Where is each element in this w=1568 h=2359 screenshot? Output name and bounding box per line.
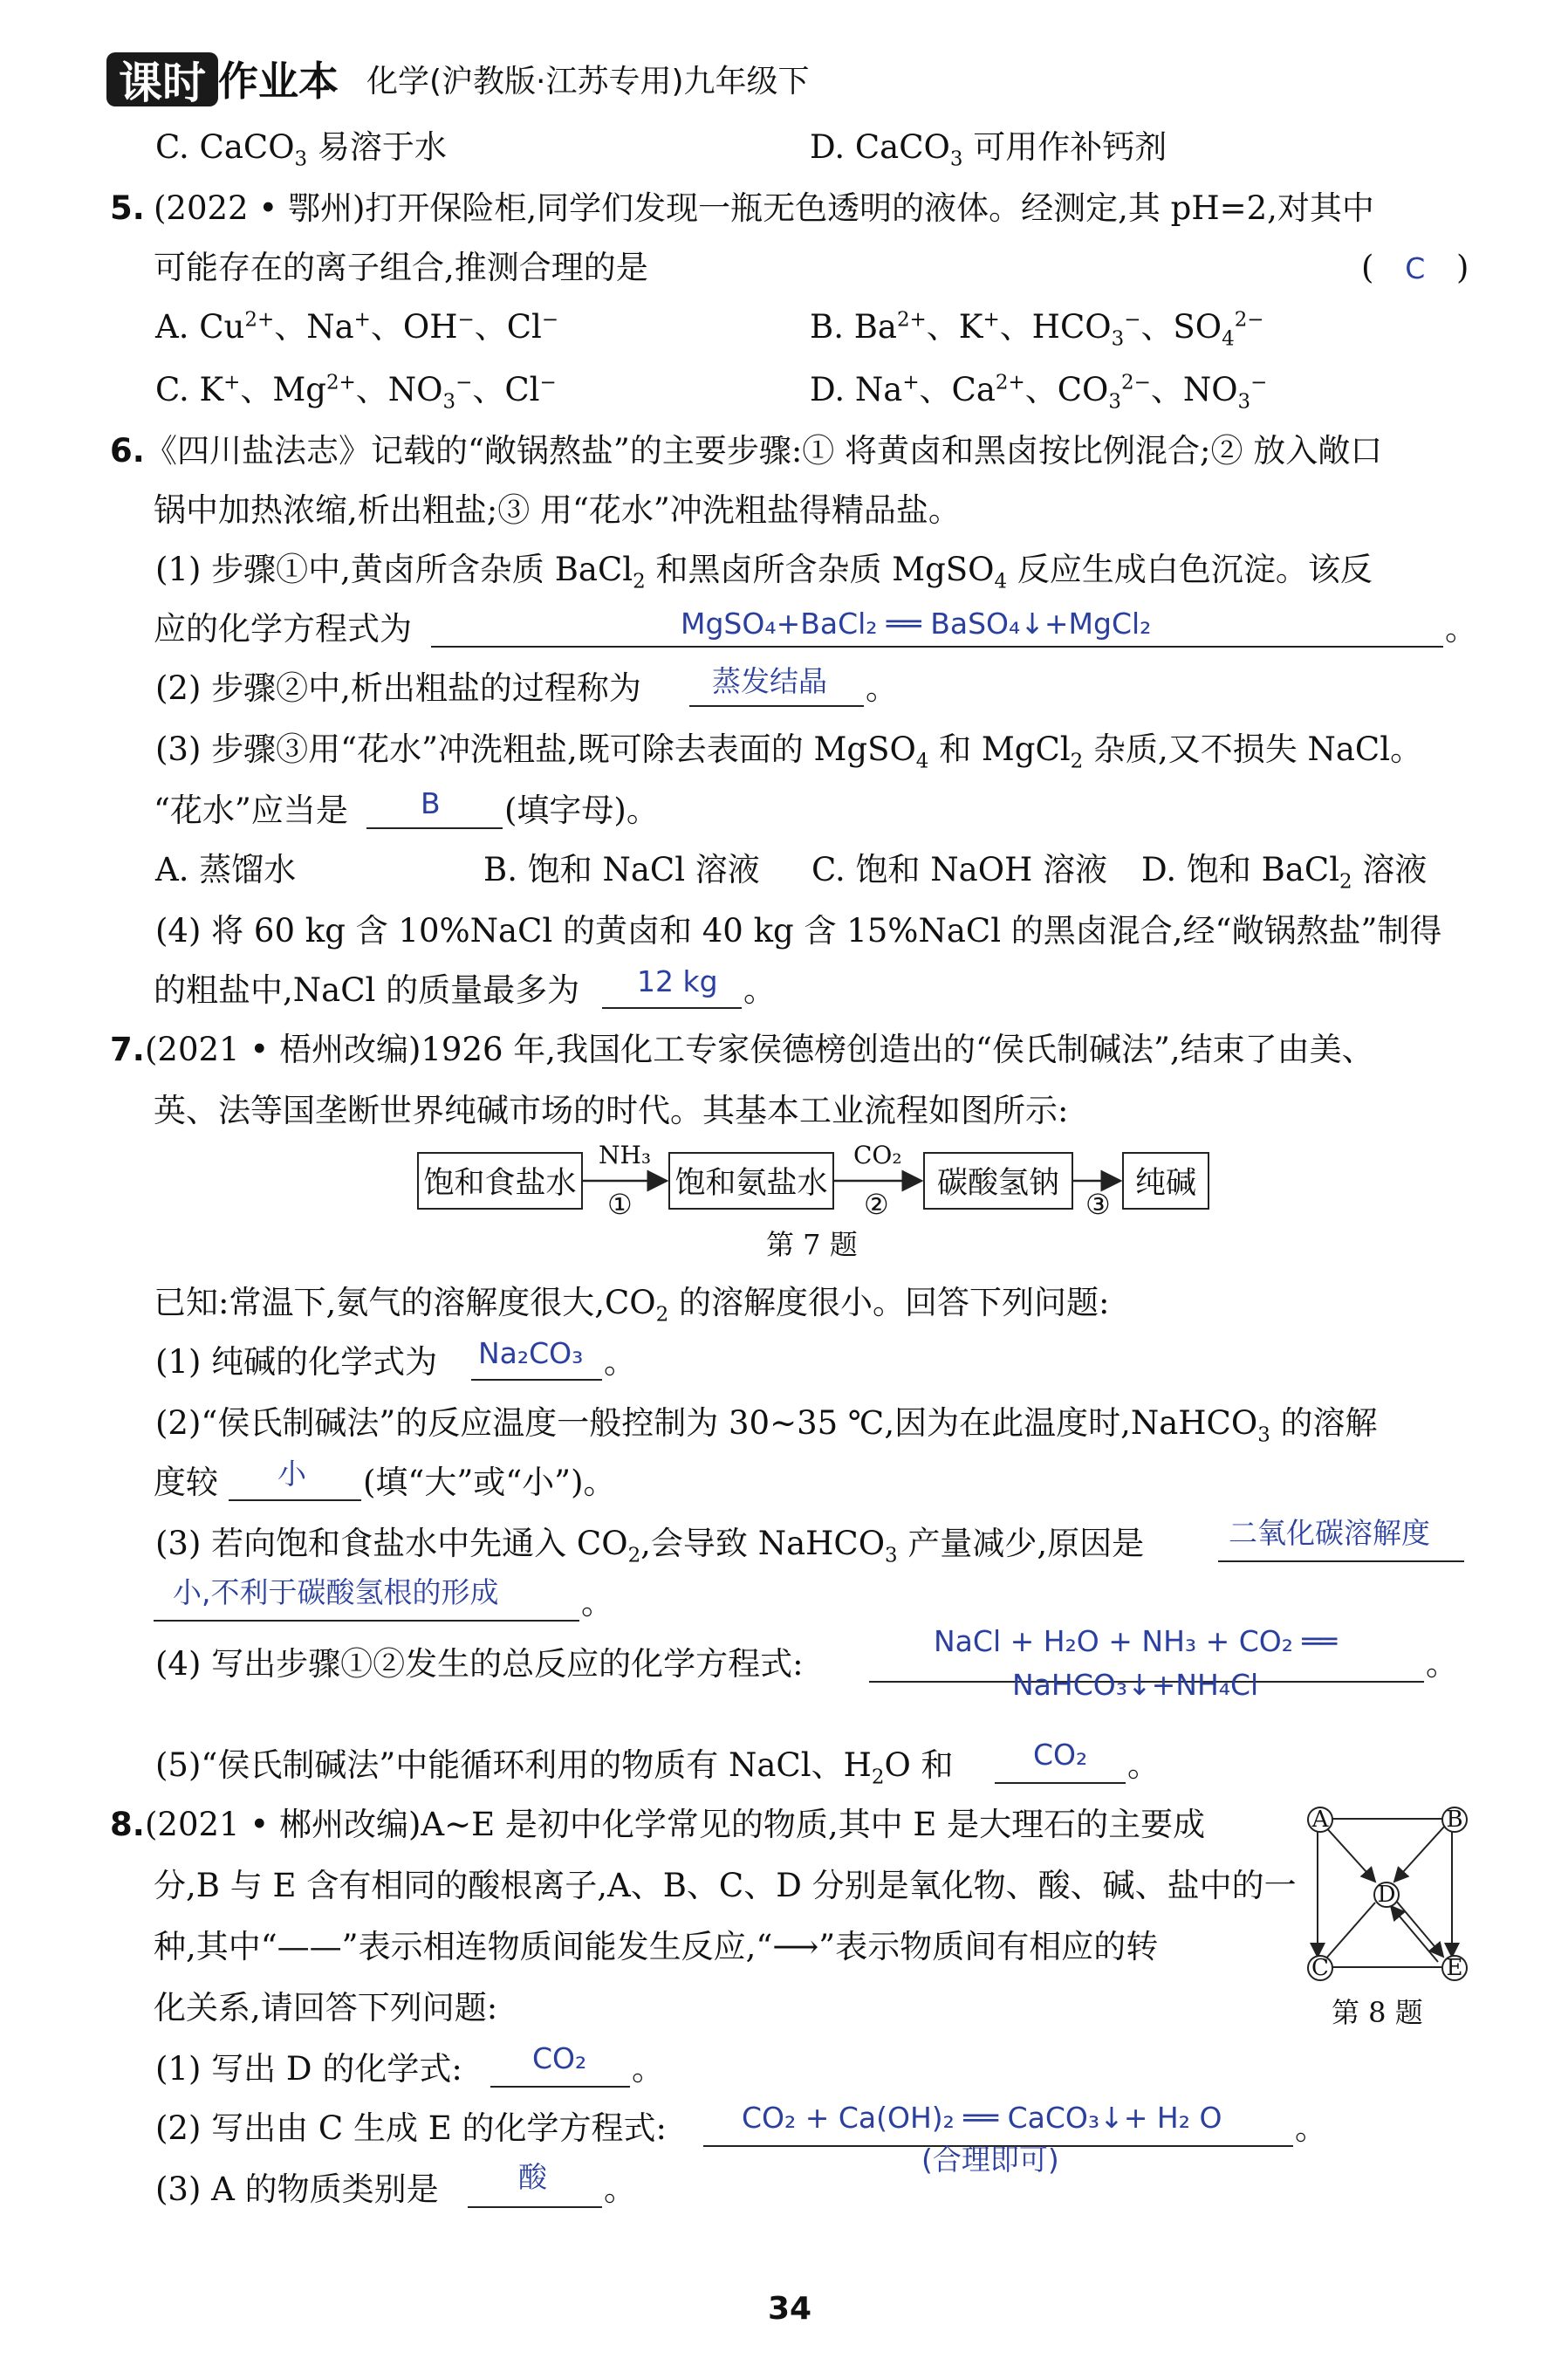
q6-number: 6.: [110, 432, 145, 470]
q5-number: 5.: [110, 189, 145, 227]
q7-stem-line1: (2021 • 梧州改编)1926 年,我国化工专家侯德榜创造出的“侯氏制碱法”,结束了由美、: [145, 1031, 1374, 1068]
q6-part1-line1: (1) 步骤①中,黄卤所含杂质 BaCl$_2$ 和黑卤所含杂质 MgSO$_4$ 反应生成白色沉淀。该反: [155, 551, 1373, 593]
q6-part1-line2: 应的化学方程式为: [154, 610, 412, 648]
flow-arrow2-label-bottom: ②: [864, 1188, 889, 1221]
q7-part1-answer: Na₂CO₃: [478, 1336, 584, 1370]
q4-option-d: D. CaCO$_3$ 可用作补钙剂: [810, 128, 1167, 171]
q7-part3-answer-line1: 二氧化碳溶解度: [1229, 1516, 1430, 1550]
q8-part2: (2) 写出由 C 生成 E 的化学方程式:: [155, 2109, 668, 2147]
q7-part4-period: 。: [1426, 1645, 1458, 1683]
q7-part1-period: 。: [604, 1343, 636, 1381]
q5-stem-line1: (2022 • 鄂州)打开保险柜,同学们发现一瓶无色透明的液体。经测定,其 pH=2,对其中: [154, 189, 1374, 227]
q6-part1-period: 。: [1445, 610, 1477, 648]
flow-arrow3-label-bottom: ③: [1085, 1188, 1111, 1221]
q8-part2-answer: CO₂ + Ca(OH)₂ ══ CaCO₃↓+ H₂ O: [742, 2101, 1222, 2135]
edge-b-d: [1394, 1826, 1445, 1882]
q6-option-a: A. 蒸馏水: [155, 851, 297, 888]
q8-stem-line1: (2021 • 郴州改编)A~E 是初中化学常见的物质,其中 E 是大理石的主要成: [145, 1806, 1206, 1843]
q6-part3-line1: (3) 步骤③用“花水”冲洗粗盐,既可除去表面的 MgSO$_4$ 和 MgCl$_2$ 杂质,又不损失 NaCl。: [155, 730, 1423, 773]
q5-option-b: B. $Ba^{2+}$、K+、$HCO_3^-$、$SO_4^{2-}$: [810, 308, 1264, 351]
q8-part1: (1) 写出 D 的化学式:: [155, 2050, 462, 2088]
q7-part5-period: 。: [1127, 1746, 1160, 1784]
node-e: E: [1441, 1955, 1468, 1981]
q7-part3-answer-line2: 小,不利于碳酸氢根的形成: [173, 1575, 499, 1609]
edge-e-d: [1391, 1906, 1438, 1962]
node-a: A: [1307, 1807, 1333, 1833]
q7-part4: (4) 写出步骤①②发生的总反应的化学方程式:: [155, 1645, 804, 1683]
page-number: 34: [768, 2291, 812, 2327]
q8-part3-period: 。: [604, 2170, 636, 2208]
q8-figure-caption: 第 8 题: [1332, 1996, 1423, 2029]
edge-d-e: [1396, 1901, 1443, 1957]
q7-part2-answer: 小: [277, 1457, 306, 1491]
flow-box-ammonia-brine: 饱和氨盐水: [668, 1152, 834, 1210]
q7-number: 7.: [110, 1031, 145, 1068]
book-logo: 课时: [106, 52, 218, 106]
q6-part1-answer: MgSO₄+BaCl₂ ══ BaSO₄↓+MgCl₂: [681, 607, 1152, 641]
q8-stem-line2: 分,B 与 E 含有相同的酸根离子,A、B、C、D 分别是氧化物、酸、碱、盐中的一: [154, 1867, 1297, 1904]
q8-part2-period: 。: [1295, 2109, 1327, 2147]
q6-stem-line2: 锅中加热浓缩,析出粗盐;③ 用“花水”冲洗粗盐得精品盐。: [154, 491, 961, 529]
q6-part4-answer: 12 kg: [637, 964, 718, 998]
q7-part3-line1: (3) 若向饱和食盐水中先通入 $CO_2$,会导致 NaHCO$_3$ 产量减少,原因是: [155, 1525, 1145, 1567]
q5-answer: C: [1405, 251, 1426, 285]
q6-part4-line1: (4) 将 60 kg 含 10%NaCl 的黄卤和 40 kg 含 15%NaCl 的黑卤混合,经“敞锅熬盐”制得: [155, 912, 1442, 950]
q6-part4-period: 。: [743, 971, 776, 1009]
flow-arrow1-label-bottom: ①: [607, 1188, 633, 1221]
q6-part2-answer: 蒸发结晶: [712, 664, 827, 698]
subject-title: 化学(沪教版·江苏专用)九年级下: [366, 64, 810, 99]
q5-stem-line2: 可能存在的离子组合,推测合理的是: [154, 249, 648, 286]
flow-arrow1-label-top: NH₃: [599, 1141, 652, 1169]
node-b: B: [1441, 1807, 1468, 1833]
q7-part3-period: 。: [581, 1584, 613, 1622]
q8-part1-answer: CO₂: [532, 2041, 587, 2075]
q7-part4-answer-line2: NaHCO₃↓+NH₄Cl: [1012, 1668, 1259, 1702]
q7-part2-line2: 度较: [154, 1464, 218, 1501]
q8-stem-line3: 种,其中“——”表示相连物质间能发生反应,“⟶”表示物质间有相应的转: [154, 1928, 1159, 1965]
q7-part4-answer-line1: NaCl + H₂O + NH₃ + CO₂ ══: [934, 1624, 1338, 1658]
q6-part3-answer: B: [421, 786, 441, 820]
q7-part2-tail: (填“大”或“小”)。: [363, 1464, 616, 1501]
q6-part3-line2: “花水”应当是: [154, 792, 348, 829]
q6-option-c: C. 饱和 NaOH 溶液: [811, 851, 1108, 888]
q4-option-c: C. CaCO$_3$ 易溶于水: [155, 128, 447, 171]
q6-part2: (2) 步骤②中,析出粗盐的过程称为: [155, 669, 641, 707]
q6-part3-tail: (填字母)。: [504, 792, 659, 829]
q8-part3: (3) A 的物质类别是: [155, 2170, 439, 2208]
flow-box-sodium-bicarbonate: 碳酸氢钠: [923, 1152, 1073, 1210]
flow-box-brine: 饱和食盐水: [417, 1152, 583, 1210]
q7-part5-answer: CO₂: [1033, 1738, 1088, 1772]
node-c: C: [1307, 1955, 1333, 1981]
flow-box-soda-ash: 纯碱: [1122, 1152, 1209, 1210]
q8-number: 8.: [110, 1806, 145, 1843]
q7-part1: (1) 纯碱的化学式为: [155, 1343, 438, 1381]
q7-figure-caption: 第 7 题: [766, 1228, 858, 1261]
node-d: D: [1373, 1882, 1400, 1908]
book-title: 作业本: [218, 58, 339, 105]
q7-known: 已知:常温下,氨气的溶解度很大$,CO_2$ 的溶解度很小。回答下列问题:: [154, 1284, 1110, 1327]
q7-part5: (5)“侯氏制碱法”中能循环利用的物质有 NaCl、$H_2O$ 和: [155, 1746, 954, 1789]
q5-option-d: D. Na+、$Ca^{2+}$、$CO_3^{2-}$、$NO_3^-$: [810, 371, 1268, 414]
q8-part1-period: 。: [632, 2050, 664, 2088]
q5-option-c: C. K+、$Mg^{2+}$、$NO_3^-$、Cl−: [155, 371, 557, 414]
q7-part2-line1: (2)“侯氏制碱法”的反应温度一般控制为 30~35 ℃,因为在此温度时,NaHCO$_3$ 的溶解: [155, 1404, 1378, 1447]
q5-answer-bracket: ( C ): [1361, 249, 1469, 286]
q6-part4-line2: 的粗盐中,NaCl 的质量最多为: [154, 971, 580, 1009]
q8-part2-note: (合理即可): [921, 2143, 1059, 2177]
q8-part3-answer: 酸: [518, 2160, 547, 2194]
q6-stem-line1: 《四川盐法志》记载的“敞锅熬盐”的主要步骤:① 将黄卤和黑卤按比例混合;② 放入敞口: [145, 432, 1383, 470]
edge-a-d: [1325, 1826, 1375, 1882]
q6-option-d: D. 饱和 BaCl$_2$ 溶液: [1141, 851, 1428, 894]
edge-c-d: [1325, 1903, 1375, 1960]
q7-stem-line2: 英、法等国垄断世界纯碱市场的时代。其基本工业流程如图所示:: [154, 1092, 1069, 1129]
q8-stem-line4: 化关系,请回答下列问题:: [154, 1989, 498, 2026]
q6-option-b: B. 饱和 NaCl 溶液: [483, 851, 760, 888]
q5-option-a: A. $Cu^{2+}$、Na+、OH−、Cl−: [155, 308, 559, 346]
q6-part2-period: 。: [866, 669, 898, 707]
flow-arrow2-label-top: CO₂: [853, 1141, 902, 1169]
